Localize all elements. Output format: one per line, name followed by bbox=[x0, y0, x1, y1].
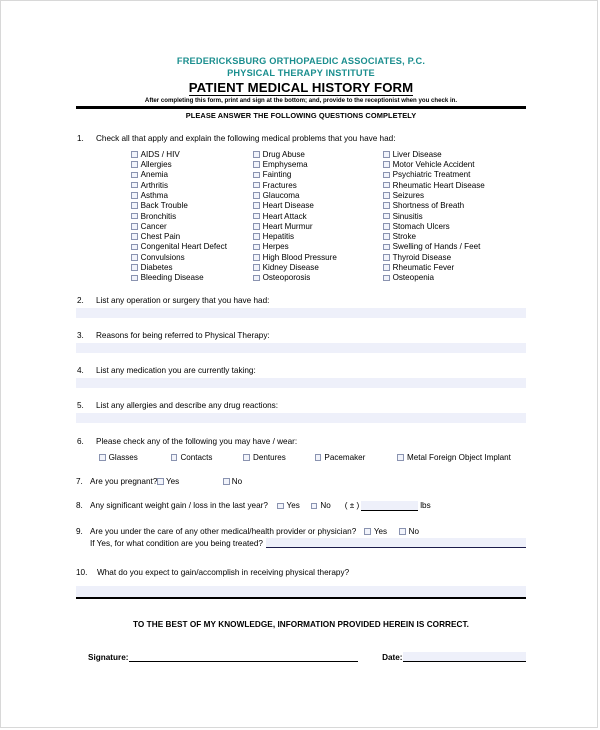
instruction-text: PLEASE ANSWER THE FOLLOWING QUESTIONS COMPLETELY bbox=[185, 111, 417, 121]
checkbox-icon-pregnant-yes[interactable] bbox=[157, 478, 164, 485]
question-6-options bbox=[76, 453, 526, 462]
condition-item[interactable] bbox=[131, 211, 253, 221]
checkbox-icon[interactable] bbox=[315, 454, 322, 461]
question-5-input[interactable] bbox=[76, 413, 526, 423]
condition-item[interactable] bbox=[383, 231, 523, 241]
checkbox-icon-care-no[interactable] bbox=[399, 528, 406, 535]
checkbox-icon-pregnant-no[interactable] bbox=[223, 478, 230, 485]
question-5-label: List any allergies and describe any drug reactions: bbox=[96, 400, 279, 410]
condition-item[interactable] bbox=[131, 252, 253, 262]
condition-label: Stroke bbox=[392, 232, 416, 242]
checkbox-icon[interactable] bbox=[131, 264, 138, 271]
checkbox-icon[interactable] bbox=[397, 454, 404, 461]
checkbox-icon[interactable] bbox=[383, 161, 390, 168]
checkbox-icon[interactable] bbox=[243, 454, 250, 461]
question-1-number: 1. bbox=[77, 134, 84, 144]
condition-item[interactable] bbox=[383, 221, 523, 231]
attestation-statement: TO THE BEST OF MY KNOWLEDGE, INFORMATION PROVIDED HEREIN IS CORRECT. bbox=[133, 619, 469, 629]
checkbox-icon[interactable] bbox=[383, 233, 390, 240]
checkbox-icon[interactable] bbox=[171, 454, 178, 461]
question-6-label: Please check any of the following you may have / wear: bbox=[96, 436, 298, 446]
checkbox-icon[interactable] bbox=[383, 202, 390, 209]
condition-item[interactable] bbox=[383, 149, 523, 159]
condition-item[interactable] bbox=[383, 242, 523, 252]
question-9-yes-label: Yes bbox=[373, 526, 388, 536]
condition-label: Cancer bbox=[140, 221, 167, 231]
question-9-followup-label: If Yes, for what condition are you being treated? bbox=[90, 538, 263, 548]
question-9-no-label: No bbox=[408, 526, 420, 536]
condition-label: Shortness of Breath bbox=[392, 201, 465, 211]
condition-item[interactable] bbox=[383, 170, 523, 180]
option-label: Glasses bbox=[108, 452, 138, 462]
condition-label: Diabetes bbox=[140, 263, 173, 272]
option-label: Contacts bbox=[180, 452, 213, 462]
condition-label: Bleeding Disease bbox=[140, 273, 204, 283]
checkbox-icon[interactable] bbox=[131, 223, 138, 230]
checkbox-icon[interactable] bbox=[253, 223, 260, 230]
condition-label: Psychiatric Treatment bbox=[392, 170, 471, 180]
condition-item[interactable] bbox=[253, 170, 383, 180]
question-3-label: Reasons for being referred to Physical Therapy: bbox=[96, 330, 270, 340]
checkbox-icon[interactable] bbox=[253, 233, 260, 240]
question-10-label: What do you expect to gain/accomplish in receiving physical therapy? bbox=[97, 567, 350, 577]
question-7-number: 7. bbox=[76, 476, 83, 486]
conditions-column-3 bbox=[383, 149, 523, 283]
condition-label: Herpes bbox=[262, 242, 289, 252]
checkbox-icon[interactable] bbox=[383, 223, 390, 230]
condition-item[interactable] bbox=[253, 242, 383, 252]
option-label: Dentures bbox=[252, 452, 286, 462]
condition-item[interactable] bbox=[383, 201, 523, 211]
condition-label: Heart Disease bbox=[262, 201, 314, 211]
form-title bbox=[76, 80, 526, 95]
condition-item[interactable] bbox=[383, 180, 523, 190]
checkbox-icon[interactable] bbox=[131, 172, 138, 179]
condition-label: Anemia bbox=[140, 170, 169, 180]
question-6-number: 6. bbox=[77, 436, 84, 446]
option-glasses[interactable] bbox=[99, 453, 138, 462]
condition-item[interactable] bbox=[383, 211, 523, 221]
question-1-label: Check all that apply and explain the following medical problems that you have had: bbox=[96, 134, 396, 144]
condition-item[interactable] bbox=[253, 273, 383, 283]
condition-item[interactable] bbox=[131, 170, 253, 180]
question-10 bbox=[76, 568, 526, 599]
question-4-input[interactable] bbox=[76, 378, 526, 388]
form-sheet bbox=[76, 1, 526, 662]
condition-item[interactable] bbox=[253, 201, 383, 211]
condition-item[interactable] bbox=[383, 159, 523, 169]
question-7-no-label: No bbox=[231, 476, 243, 486]
question-4-number: 4. bbox=[77, 365, 84, 375]
condition-item[interactable] bbox=[131, 159, 253, 169]
condition-item[interactable] bbox=[253, 231, 383, 241]
question-3-input[interactable] bbox=[76, 343, 526, 353]
condition-item[interactable] bbox=[253, 211, 383, 221]
condition-item[interactable] bbox=[253, 221, 383, 231]
question-5 bbox=[76, 401, 526, 423]
checkbox-icon[interactable] bbox=[131, 233, 138, 240]
header-divider bbox=[76, 106, 526, 109]
option-label: Pacemaker bbox=[324, 452, 366, 462]
checkbox-icon[interactable] bbox=[383, 264, 390, 271]
condition-label: Osteopenia bbox=[392, 273, 434, 283]
checkbox-icon[interactable] bbox=[383, 182, 390, 189]
checkbox-icon[interactable] bbox=[383, 151, 390, 158]
date-input[interactable] bbox=[403, 652, 526, 662]
question-2-label: List any operation or surgery that you have had: bbox=[96, 295, 270, 305]
condition-label: Rheumatic Heart Disease bbox=[392, 180, 485, 190]
condition-label: Congenital Heart Defect bbox=[140, 242, 227, 252]
question-10-input[interactable] bbox=[76, 586, 526, 599]
question-2-number: 2. bbox=[77, 295, 84, 305]
checkbox-icon[interactable] bbox=[253, 275, 260, 282]
plus-minus-symbol: ( ± ) bbox=[344, 501, 360, 511]
checkbox-icon[interactable] bbox=[383, 213, 390, 220]
condition-item[interactable] bbox=[253, 180, 383, 190]
date-label: Date: bbox=[382, 652, 403, 662]
condition-item[interactable] bbox=[131, 221, 253, 231]
question-8 bbox=[76, 501, 526, 511]
condition-item[interactable] bbox=[131, 190, 253, 200]
option-contacts[interactable] bbox=[171, 453, 213, 462]
condition-label: Drug Abuse bbox=[262, 149, 305, 159]
checkbox-icon[interactable] bbox=[253, 244, 260, 251]
condition-label: Liver Disease bbox=[392, 149, 442, 159]
checkbox-icon[interactable] bbox=[131, 192, 138, 199]
condition-label: Stomach Ulcers bbox=[392, 221, 450, 231]
condition-label: Arthritis bbox=[140, 180, 169, 190]
checkbox-icon[interactable] bbox=[253, 213, 260, 220]
checkbox-icon-care-yes[interactable] bbox=[364, 528, 371, 535]
question-8-number: 8. bbox=[76, 501, 83, 511]
question-6 bbox=[76, 437, 526, 462]
question-4 bbox=[76, 366, 526, 388]
checkbox-icon[interactable] bbox=[131, 182, 138, 189]
option-pacemaker[interactable] bbox=[315, 453, 366, 462]
form-header bbox=[76, 56, 526, 120]
question-9-line-1 bbox=[76, 527, 526, 536]
condition-label: High Blood Pressure bbox=[262, 252, 337, 262]
condition-item[interactable] bbox=[253, 159, 383, 169]
condition-label: Chest Pain bbox=[140, 232, 181, 242]
condition-label: Convulsions bbox=[140, 252, 185, 262]
condition-label: Glaucoma bbox=[262, 190, 300, 200]
signature-input[interactable] bbox=[129, 652, 359, 662]
condition-label: Heart Murmur bbox=[262, 221, 313, 231]
organization-name-line1: FREDERICKSBURG ORTHOPAEDIC ASSOCIATES, P.C. bbox=[176, 56, 426, 66]
checkbox-icon[interactable] bbox=[383, 244, 390, 251]
condition-label: Fractures bbox=[262, 180, 297, 190]
condition-item[interactable] bbox=[131, 149, 253, 159]
question-9-condition-input[interactable] bbox=[266, 538, 526, 548]
form-subtitle: After completing this form, print and sign at the bottom; and, provide to the receptionist when you check in. bbox=[144, 97, 458, 104]
condition-label: Allergies bbox=[140, 160, 172, 170]
checkbox-icon-weight-yes[interactable] bbox=[277, 503, 284, 510]
option-dentures[interactable] bbox=[243, 453, 285, 462]
checkbox-icon[interactable] bbox=[131, 151, 138, 158]
checkbox-icon[interactable] bbox=[383, 254, 390, 261]
question-7-label: Are you pregnant? bbox=[90, 476, 158, 486]
question-10-number: 10. bbox=[76, 567, 88, 577]
condition-item[interactable] bbox=[131, 242, 253, 252]
question-9 bbox=[76, 527, 526, 548]
condition-item[interactable] bbox=[253, 149, 383, 159]
checkbox-icon[interactable] bbox=[253, 161, 260, 168]
condition-label: Back Trouble bbox=[140, 201, 188, 211]
checkbox-icon[interactable] bbox=[383, 275, 390, 282]
checkbox-icon[interactable] bbox=[383, 192, 390, 199]
checkbox-icon[interactable] bbox=[131, 202, 138, 209]
condition-label: Kidney Disease bbox=[262, 263, 319, 272]
condition-label: Heart Attack bbox=[262, 211, 307, 221]
checkbox-icon[interactable] bbox=[131, 275, 138, 282]
signature-label: Signature: bbox=[88, 652, 129, 662]
question-8-no-label: No bbox=[320, 501, 331, 511]
condition-item[interactable] bbox=[131, 231, 253, 241]
question-3-number: 3. bbox=[77, 330, 84, 340]
signature-row bbox=[76, 652, 526, 662]
checkbox-icon[interactable] bbox=[383, 172, 390, 179]
checkbox-icon[interactable] bbox=[253, 192, 260, 199]
condition-label: Thyroid Disease bbox=[392, 252, 452, 262]
checkbox-icon[interactable] bbox=[131, 244, 138, 251]
condition-item[interactable] bbox=[383, 252, 523, 262]
condition-item[interactable] bbox=[383, 262, 523, 272]
question-5-number: 5. bbox=[77, 400, 84, 410]
condition-label: Emphysema bbox=[262, 160, 308, 170]
checkbox-icon[interactable] bbox=[253, 172, 260, 179]
condition-label: Swelling of Hands / Feet bbox=[392, 242, 481, 252]
question-9-line-2 bbox=[76, 538, 526, 548]
checkbox-icon-weight-no[interactable] bbox=[311, 503, 318, 510]
conditions-column-2 bbox=[253, 149, 383, 283]
question-9-number: 9. bbox=[76, 526, 83, 536]
question-8-label: Any significant weight gain / loss in the last year? bbox=[90, 501, 268, 511]
condition-label: Sinusitis bbox=[392, 211, 423, 221]
weight-amount-input[interactable] bbox=[361, 501, 418, 511]
checkbox-icon[interactable] bbox=[253, 182, 260, 189]
condition-label: Seizures bbox=[392, 190, 425, 200]
weight-unit-label: lbs bbox=[420, 501, 431, 511]
condition-item[interactable] bbox=[131, 180, 253, 190]
condition-item[interactable] bbox=[131, 273, 253, 283]
question-2-input[interactable] bbox=[76, 308, 526, 318]
option-label: Metal Foreign Object Implant bbox=[406, 452, 511, 462]
question-3 bbox=[76, 331, 526, 353]
checkbox-icon[interactable] bbox=[253, 151, 260, 158]
form-title-text: PATIENT MEDICAL HISTORY FORM bbox=[188, 80, 414, 95]
condition-item[interactable] bbox=[253, 262, 383, 272]
question-1 bbox=[76, 134, 526, 143]
condition-label: AIDS / HIV bbox=[140, 149, 180, 159]
question-8-yes-label: Yes bbox=[286, 501, 300, 511]
condition-item[interactable] bbox=[383, 190, 523, 200]
option-metal-implant[interactable] bbox=[397, 453, 511, 462]
condition-item[interactable] bbox=[131, 201, 253, 211]
question-4-label: List any medication you are currently taking: bbox=[96, 365, 256, 375]
checkbox-icon[interactable] bbox=[253, 202, 260, 209]
conditions-column-1 bbox=[131, 149, 253, 283]
medical-conditions-grid bbox=[76, 149, 526, 283]
condition-label: Motor Vehicle Accident bbox=[392, 160, 475, 170]
checkbox-icon[interactable] bbox=[131, 213, 138, 220]
organization-name-line2: PHYSICAL THERAPY INSTITUTE bbox=[227, 67, 375, 78]
checkbox-icon[interactable] bbox=[253, 254, 260, 261]
condition-item[interactable] bbox=[383, 273, 523, 283]
condition-label: Rheumatic Fever bbox=[392, 263, 455, 272]
condition-item[interactable] bbox=[253, 252, 383, 262]
condition-item[interactable] bbox=[253, 190, 383, 200]
condition-label: Asthma bbox=[140, 190, 169, 200]
condition-label: Hepatitis bbox=[262, 232, 295, 242]
condition-label: Osteoporosis bbox=[262, 273, 311, 283]
checkbox-icon[interactable] bbox=[131, 254, 138, 261]
condition-label: Fainting bbox=[262, 170, 292, 180]
question-7-yes-label: Yes bbox=[165, 476, 180, 486]
checkbox-icon[interactable] bbox=[131, 161, 138, 168]
question-2 bbox=[76, 296, 526, 318]
question-7 bbox=[76, 477, 526, 486]
checkbox-icon[interactable] bbox=[253, 264, 260, 271]
condition-label: Bronchitis bbox=[140, 211, 177, 221]
condition-item[interactable] bbox=[131, 262, 253, 272]
checkbox-icon[interactable] bbox=[99, 454, 106, 461]
question-9-label: Are you under the care of any other medical/health provider or physician? bbox=[90, 526, 357, 536]
